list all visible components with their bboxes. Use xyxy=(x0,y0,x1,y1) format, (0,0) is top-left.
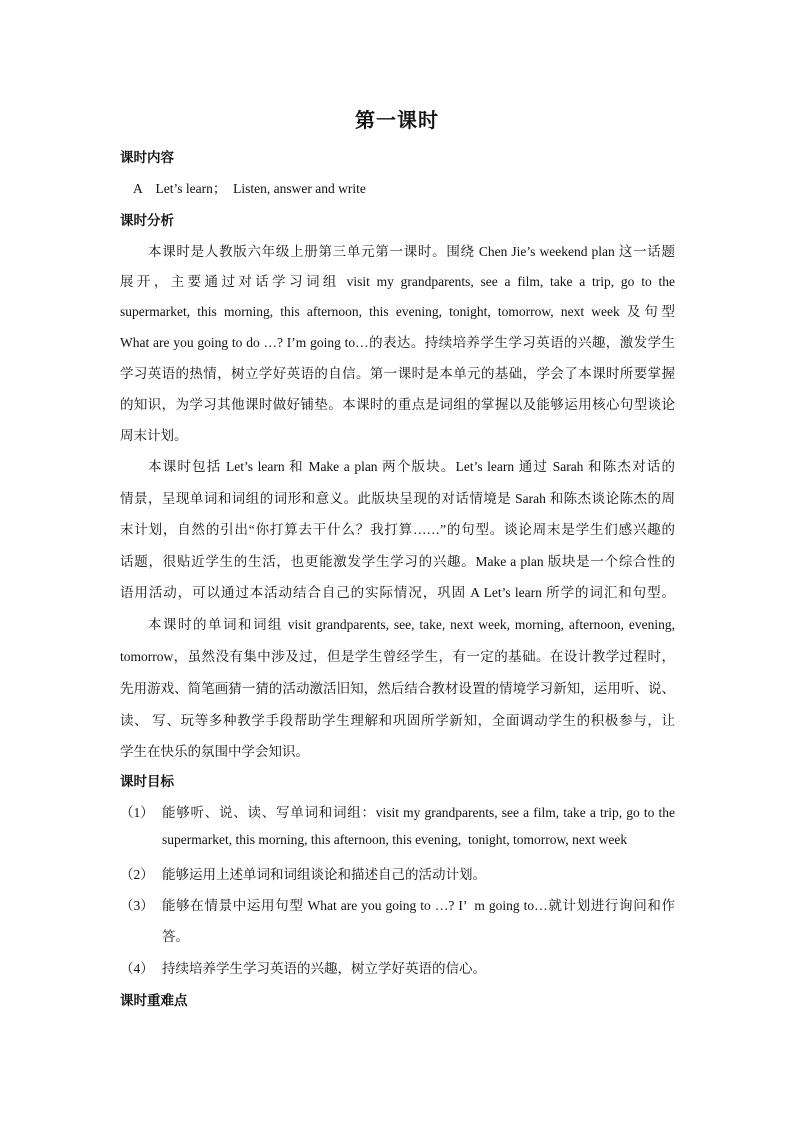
page-title: 第一课时 xyxy=(355,108,439,132)
section-heading-keypoints: 课时重难点 xyxy=(120,993,188,1009)
analysis-p2-line: 情景，呈现单词和词组的词形和意义。此版块呈现的对话情境是 Sarah 和陈杰谈论陈杰的周 xyxy=(120,491,675,506)
section-heading-analysis: 课时分析 xyxy=(120,213,174,229)
goal-number: （3） xyxy=(120,898,154,913)
analysis-p2-line: 末计划，自然的引出“你打算去干什么？我打算……”的句型。谈论周末是学生们感兴趣的 xyxy=(120,522,675,537)
goal-text: supermarket, this morning, this afternoon, this evening, tonight, tomorrow, next week xyxy=(162,832,628,847)
goal-text: 答。 xyxy=(162,929,189,944)
analysis-p1-line: What are you going to do …? I’m going to…的表达。持续培养学生学习英语的兴趣，激发学生 xyxy=(120,335,675,350)
analysis-p1-line: 展开，主要通过对话学习词组 visit my grandparents, see a film, take a trip, go to the xyxy=(120,274,675,289)
goal-number: （2） xyxy=(120,867,154,882)
section-heading-goals: 课时目标 xyxy=(120,774,174,790)
analysis-p1-line: 周末计划。 xyxy=(120,428,188,443)
goal-number: （1） xyxy=(120,805,154,820)
goal-text: 持续培养学生学习英语的兴趣，树立学好英语的信心。 xyxy=(162,961,486,976)
analysis-p1-line: 本课时是人教版六年级上册第三单元第一课时。围绕 Chen Jie’s weekend plan 这一话题 xyxy=(148,244,675,259)
analysis-p2-line: 语用活动，可以通过本活动结合自己的实际情况，巩固 A Let’s learn 所学的词汇和句型。 xyxy=(120,585,675,600)
goal-text: 能够运用上述单词和词组谈论和描述自己的活动计划。 xyxy=(162,867,486,882)
analysis-p2-line: 话题，很贴近学生的生活，也更能激发学生学习的兴趣。Make a plan 版块是一个综合性的 xyxy=(120,554,675,569)
content-text: A Let’s learn； Listen, answer and write xyxy=(133,181,366,196)
section-heading-content: 课时内容 xyxy=(120,150,174,166)
goal-number: （4） xyxy=(120,961,154,976)
analysis-p3-line: 先用游戏、简笔画猜一猜的活动激活旧知，然后结合教材设置的情境学习新知，运用听、说、 xyxy=(120,681,675,696)
analysis-p1-line: 学习英语的热情，树立学好英语的自信。第一课时是本单元的基础，学会了本课时所要掌握 xyxy=(120,366,675,381)
goal-text: 能够听、说、读、写单词和词组：visit my grandparents, see a film, take a trip, go to the xyxy=(162,805,675,820)
analysis-p2-line: 本课时包括 Let’s learn 和 Make a plan 两个版块。Let’s learn 通过 Sarah 和陈杰对话的 xyxy=(148,459,675,474)
analysis-p3-line: tomorrow，虽然没有集中涉及过，但是学生曾经学生，有一定的基础。在设计教学过程时， xyxy=(120,649,675,664)
goal-text: 能够在情景中运用句型 What are you going to …? I’ m going to…就计划进行询问和作 xyxy=(162,898,675,913)
analysis-p3-line: 学生在快乐的氛围中学会知识。 xyxy=(120,744,309,759)
analysis-p3-line: 读、 写、玩等多种教学手段帮助学生理解和巩固所学新知，全面调动学生的积极参与，让 xyxy=(120,713,675,728)
analysis-p1-line: supermarket, this morning, this afternoon, this evening, tonight, tomorrow, next week 及句型 xyxy=(120,304,675,319)
analysis-p3-line: 本课时的单词和词组 visit grandparents, see, take, next week, morning, afternoon, evening, xyxy=(148,617,675,632)
analysis-p1-line: 的知识，为学习其他课时做好铺垫。本课时的重点是词组的掌握以及能够运用核心句型谈论 xyxy=(120,397,675,412)
